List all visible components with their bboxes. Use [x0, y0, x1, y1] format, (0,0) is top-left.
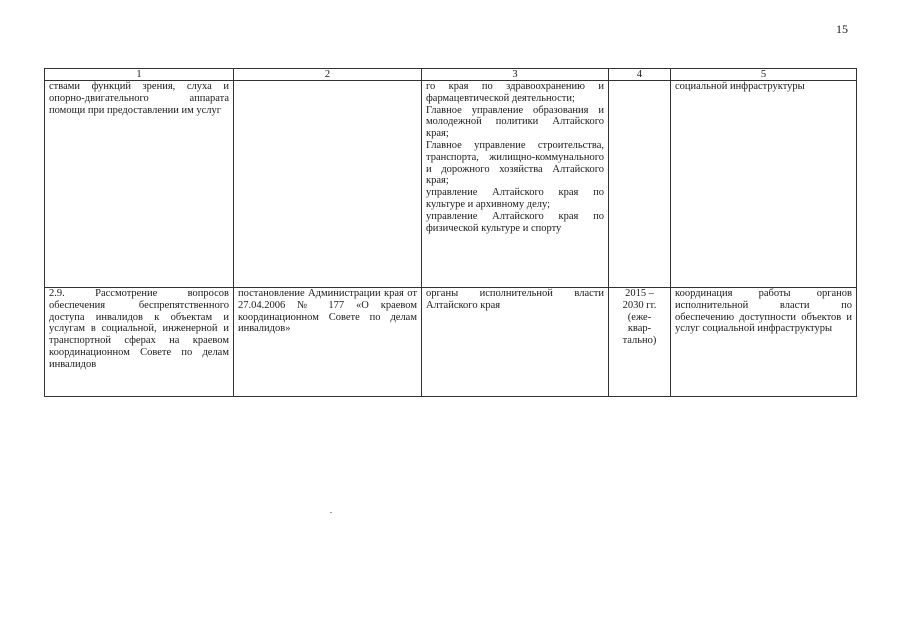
scan-speck — [330, 512, 332, 513]
row2-measure-cell: 2.9. Рассмотрение вопросов обеспечения беспрепятственного доступа инвалидов к объектам и услугам в социальной, инженерной и транспортной сферах на краевом координационном Совете по делам инвалидов — [45, 288, 234, 397]
row2-executors-cell: органы исполнительной власти Алтайского края — [422, 288, 609, 397]
table-row — [45, 81, 857, 288]
executor-line: Главное управление образования и молодежной политики Алтайского края; — [426, 104, 604, 140]
row1-basis-cell — [234, 81, 422, 288]
executor-line: го края по здравоохранению и фармацевтической деятельности; — [426, 81, 604, 104]
document-table — [44, 68, 857, 397]
row1-result-cell: социальной инфраструктуры — [671, 81, 857, 288]
executor-line: Главное управление строительства, транспорта, жилищно-коммунального и дорожного хозяйства Алтайского края; — [426, 139, 604, 187]
term-line: тально) — [622, 335, 657, 347]
term-line: 2015 – — [625, 288, 654, 299]
term-line: 2030 гг. — [622, 299, 657, 311]
executor-line: управление Алтайского края по культуре и архивному делу; — [426, 187, 604, 210]
table-row — [45, 288, 857, 397]
term-line: квар- — [627, 323, 652, 335]
row2-result-cell: координация работы органов исполнительной власти по обеспечению доступности объектов и услуг социальной инфраструктуры — [671, 288, 857, 397]
row1-term-cell — [609, 81, 671, 288]
row1-executors-cell — [422, 81, 609, 288]
row2-basis-cell: постановление Администрации края от 27.04.2006 № 177 «О краевом координационном Совете по делам инвалидов» — [234, 288, 422, 397]
term-line: (еже- — [627, 311, 652, 323]
header-col-4: 4 — [609, 69, 671, 81]
header-col-1: 1 — [45, 69, 234, 81]
executor-line: управление Алтайского края по физической культуре и спорту — [426, 210, 604, 234]
header-col-2: 2 — [234, 69, 422, 81]
header-row — [45, 69, 857, 81]
page-number: 15 — [836, 22, 848, 36]
row2-term-cell — [609, 288, 671, 397]
header-col-3: 3 — [422, 69, 609, 81]
header-col-5: 5 — [671, 69, 857, 81]
row1-measure-cell: ствами функций зрения, слуха и опорно-двигательного аппарата помощи при предоставлении им услуг — [45, 81, 234, 288]
